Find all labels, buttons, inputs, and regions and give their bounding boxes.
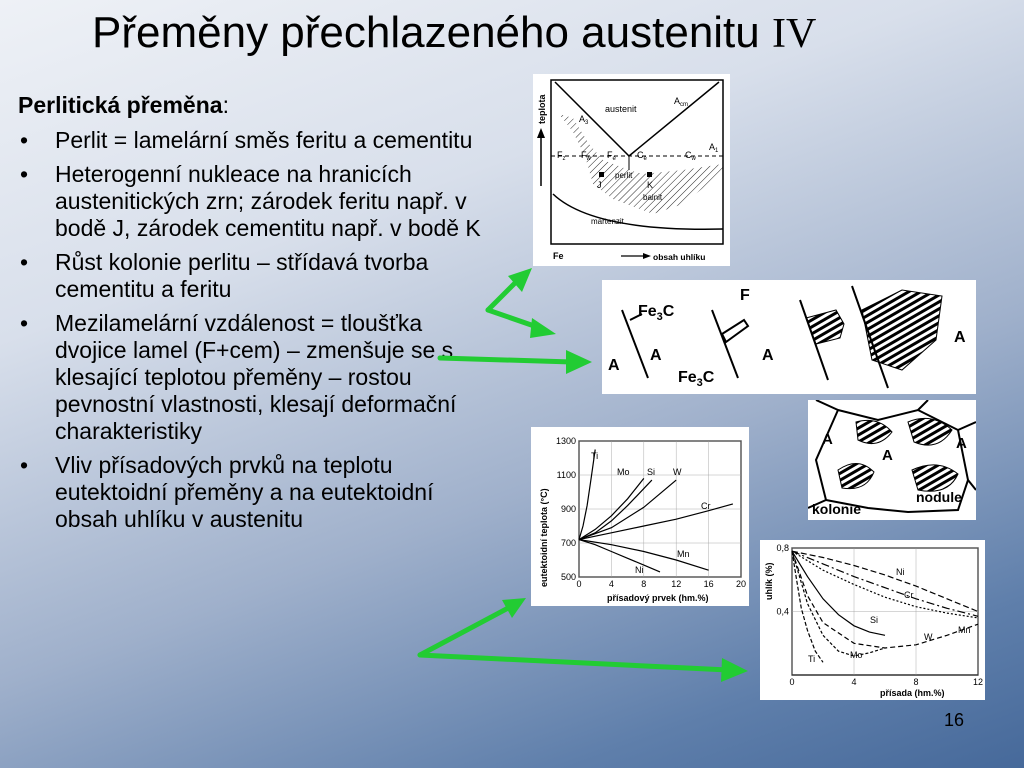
y-axis-label: teplota: [537, 94, 547, 124]
label-acm-sub: cm: [680, 102, 689, 108]
chart2-series-label-ti: Ti: [808, 654, 816, 664]
label-a-stage4: A: [954, 329, 966, 346]
chart2-series-label-mo: Mo: [850, 650, 863, 660]
section-heading: [18, 92, 488, 119]
eutectoid-carbon-chart: [760, 540, 985, 700]
chart2-x-tick-label: 4: [851, 677, 857, 687]
chart1-series-line-ni: [579, 540, 660, 572]
eutectoid-temperature-svg: [531, 427, 749, 606]
pearlite-colony-small: [806, 310, 844, 344]
arrow-to-nucleation: [488, 310, 540, 328]
label-acm-letter: A: [674, 96, 681, 106]
chart2-series-line-ni: [792, 551, 978, 611]
chart1-series-label-ti: Ti: [591, 451, 599, 461]
label-fe-letter: F: [607, 150, 613, 160]
section-heading-text: Perlitická přeměna: [18, 92, 223, 118]
label-a-center: A: [882, 447, 893, 464]
arrowhead-2-icon: [530, 318, 556, 338]
chart2-series-label-cr: Cr: [904, 590, 914, 600]
label-a1: [709, 142, 719, 154]
chart1-series-label-w: W: [673, 467, 682, 477]
chart2-y-tick-label: 0,8: [776, 543, 789, 553]
chart1-series-label-mo: Mo: [617, 467, 630, 477]
bullet-item: [18, 310, 488, 445]
chart1-ylabel: eutektoidní teplota (°C): [539, 488, 549, 587]
x-axis-label: obsah uhlíku: [653, 252, 706, 262]
chart2-series-label-w: W: [924, 632, 933, 642]
chart2-xlabel: přísada (hm.%): [880, 688, 945, 698]
chart2-x-tick-label: 12: [972, 677, 984, 687]
point-k-marker: [647, 172, 652, 177]
chart1-x-tick-label: 4: [608, 579, 614, 589]
chart1-x-tick-label: 16: [703, 579, 714, 589]
bullet-marker: •: [20, 127, 29, 153]
chart2-y-tick-label: 0,4: [776, 606, 789, 617]
label-ce-letter: C: [637, 150, 644, 160]
label-a1-sub: 1: [715, 148, 719, 154]
label-fw-sub: w: [586, 156, 591, 162]
nucleation-figure: [602, 280, 976, 394]
eutectoid-carbon-svg: [760, 540, 985, 700]
label-fz: [557, 150, 566, 162]
label-fe3c-top: [638, 303, 675, 323]
bullet-marker: •: [20, 310, 29, 336]
nucleation-svg: [602, 280, 976, 394]
grain-boundary-2: [712, 310, 738, 378]
label-cw-sub: w: [691, 156, 696, 162]
slide-title: [92, 8, 816, 58]
label-k: K: [647, 180, 654, 190]
label-fe3c-bottom-3: 3: [696, 377, 703, 389]
bullet-item: [18, 249, 488, 303]
arrow-to-phase-diagram: [488, 278, 520, 310]
label-acm: [674, 96, 688, 108]
colony-top-right: [908, 418, 952, 445]
arrowhead-5-icon: [721, 658, 748, 682]
bullet-item: [18, 161, 488, 242]
colony-figure: [808, 400, 976, 520]
label-fe3c-bottom: [678, 369, 715, 389]
chart1-x-tick-label: 20: [735, 579, 747, 589]
chart1-x-tick-label: 0: [576, 579, 582, 589]
label-ce: [637, 150, 648, 162]
slide-number: 16: [943, 710, 964, 730]
chart1-series-line-ti: [579, 450, 595, 540]
label-a-right: A: [956, 435, 967, 452]
bullet-text: Vliv přísadových prvků na teplotu eutektoidní přeměny a na eutektoidní obsah uhlíku v austenitu: [55, 452, 434, 532]
label-fe3c-top-fe: Fe: [638, 303, 657, 320]
label-cw-letter: C: [685, 150, 692, 160]
chart1-y-tick-label: 900: [560, 504, 576, 514]
chart2-series-line-mn: [792, 551, 978, 618]
label-a-stage1: A: [608, 357, 620, 374]
label-a3-sub: 3: [585, 120, 589, 126]
bullet-text: Růst kolonie perlitu – střídavá tvorba cementitu a feritu: [55, 249, 429, 302]
label-a1-letter: A: [709, 142, 716, 152]
chart2-series-label-ni: Ni: [896, 567, 905, 577]
chart1-y-tick-label: 1100: [556, 470, 576, 480]
label-austenit: austenit: [605, 104, 637, 114]
label-j: J: [597, 180, 602, 190]
label-fz-sub: z: [562, 156, 566, 162]
label-a-left: A: [822, 431, 833, 448]
bullet-item: [18, 127, 488, 154]
label-kolonie: kolonie: [812, 501, 862, 517]
label-fe: [607, 150, 617, 162]
bullet-marker: •: [20, 161, 29, 187]
chart1-series-label-ni: Ni: [635, 565, 644, 575]
bullet-marker: •: [20, 249, 29, 275]
label-martenzit: martenzit: [591, 217, 624, 226]
pearlite-colony-large: [862, 290, 942, 370]
chart1-series-label-mn: Mn: [677, 549, 690, 559]
bullet-text: Heterogenní nukleace na hranicích austenitických zrn; zárodek feritu např. v bodě J, zárodek cementitu např. v bodě K: [55, 161, 481, 241]
chart1-series-label-cr: Cr: [701, 501, 711, 511]
label-a3-letter: A: [579, 114, 586, 124]
label-fw-letter: F: [581, 150, 587, 160]
chart2-x-tick-label: 0: [789, 677, 795, 687]
label-a-stage2: A: [762, 347, 774, 364]
label-fz-letter: F: [557, 150, 563, 160]
chart2-series-label-mn: Mn: [958, 625, 971, 635]
chart1-y-tick-label: 1300: [555, 436, 576, 446]
chart1-xlabel: přísadový prvek (hm.%): [607, 593, 709, 603]
label-nodule: nodule: [916, 489, 962, 505]
label-fe-origin: Fe: [553, 251, 564, 261]
chart1-y-tick-label: 500: [560, 572, 576, 582]
label-f: F: [740, 287, 750, 304]
label-fe3c-top-3: 3: [656, 311, 663, 323]
colony-bottom-left: [838, 463, 874, 488]
chart1-series-label-si: Si: [647, 467, 656, 477]
eutectoid-temperature-chart: [531, 427, 749, 606]
chart1-x-tick-label: 8: [641, 579, 647, 589]
bullet-item: [18, 452, 488, 533]
chart2-series-line-mo: [792, 551, 885, 656]
y-axis-arrowhead-icon: [537, 128, 545, 138]
label-cw: [685, 150, 697, 162]
label-fe3c-top-c: C: [662, 303, 675, 320]
ferrite-nucleus: [722, 320, 748, 342]
phase-diagram-svg: [533, 74, 730, 266]
colony-svg: [808, 400, 976, 520]
nodule-bottom-right: [912, 465, 958, 491]
arrow-to-temp-chart: [420, 606, 512, 655]
x-axis-arrowhead-icon: [643, 253, 651, 259]
chart1-y-tick-label: 700: [560, 538, 576, 548]
bullet-list: [18, 127, 488, 533]
colony-top-left: [856, 420, 892, 443]
chart2-x-tick-label: 8: [913, 677, 919, 687]
bullet-text: Mezilamelární vzdálenost = tloušťka dvojice lamel (F+cem) – zmenšuje se s klesající teplotou přeměny – rostou pevnostní vlastnosti, klesají deformační charakteristiky: [55, 310, 457, 444]
label-a-stage1-right: A: [650, 347, 662, 364]
label-a3: [579, 114, 589, 126]
chart2-series-line-cr: [792, 551, 978, 616]
grain-boundary-1: [622, 310, 648, 378]
bullet-marker: •: [20, 452, 29, 478]
label-fe3c-bottom-fe: Fe: [678, 369, 697, 386]
label-ce-sub: e: [643, 156, 647, 162]
label-perlit: perlit: [615, 171, 633, 180]
chart2-ylabel: uhlík (%): [764, 562, 774, 600]
chart2-series-label-si: Si: [870, 615, 879, 625]
label-bainit: bainit: [643, 193, 663, 202]
slide-title-text: Přeměny přechlazeného austenitu: [92, 8, 760, 57]
arrowhead-4-icon: [502, 598, 526, 618]
bullet-text: Perlit = lamelární směs feritu a cementitu: [55, 127, 473, 153]
phase-diagram-figure: [533, 74, 730, 266]
pearlite-region: [559, 114, 723, 214]
label-fe-sub: e: [612, 156, 616, 162]
label-fe3c-bottom-c: C: [702, 369, 715, 386]
chart1-x-tick-label: 12: [671, 579, 682, 589]
arrowhead-1-icon: [508, 268, 532, 292]
arrowhead-3-icon: [566, 350, 592, 374]
slide-content: [18, 92, 488, 540]
arrow-to-carbon-chart: [420, 655, 728, 670]
section-heading-colon: :: [222, 92, 229, 118]
point-j-marker: [599, 172, 604, 177]
slide-title-roman-numeral: IV: [772, 11, 817, 57]
